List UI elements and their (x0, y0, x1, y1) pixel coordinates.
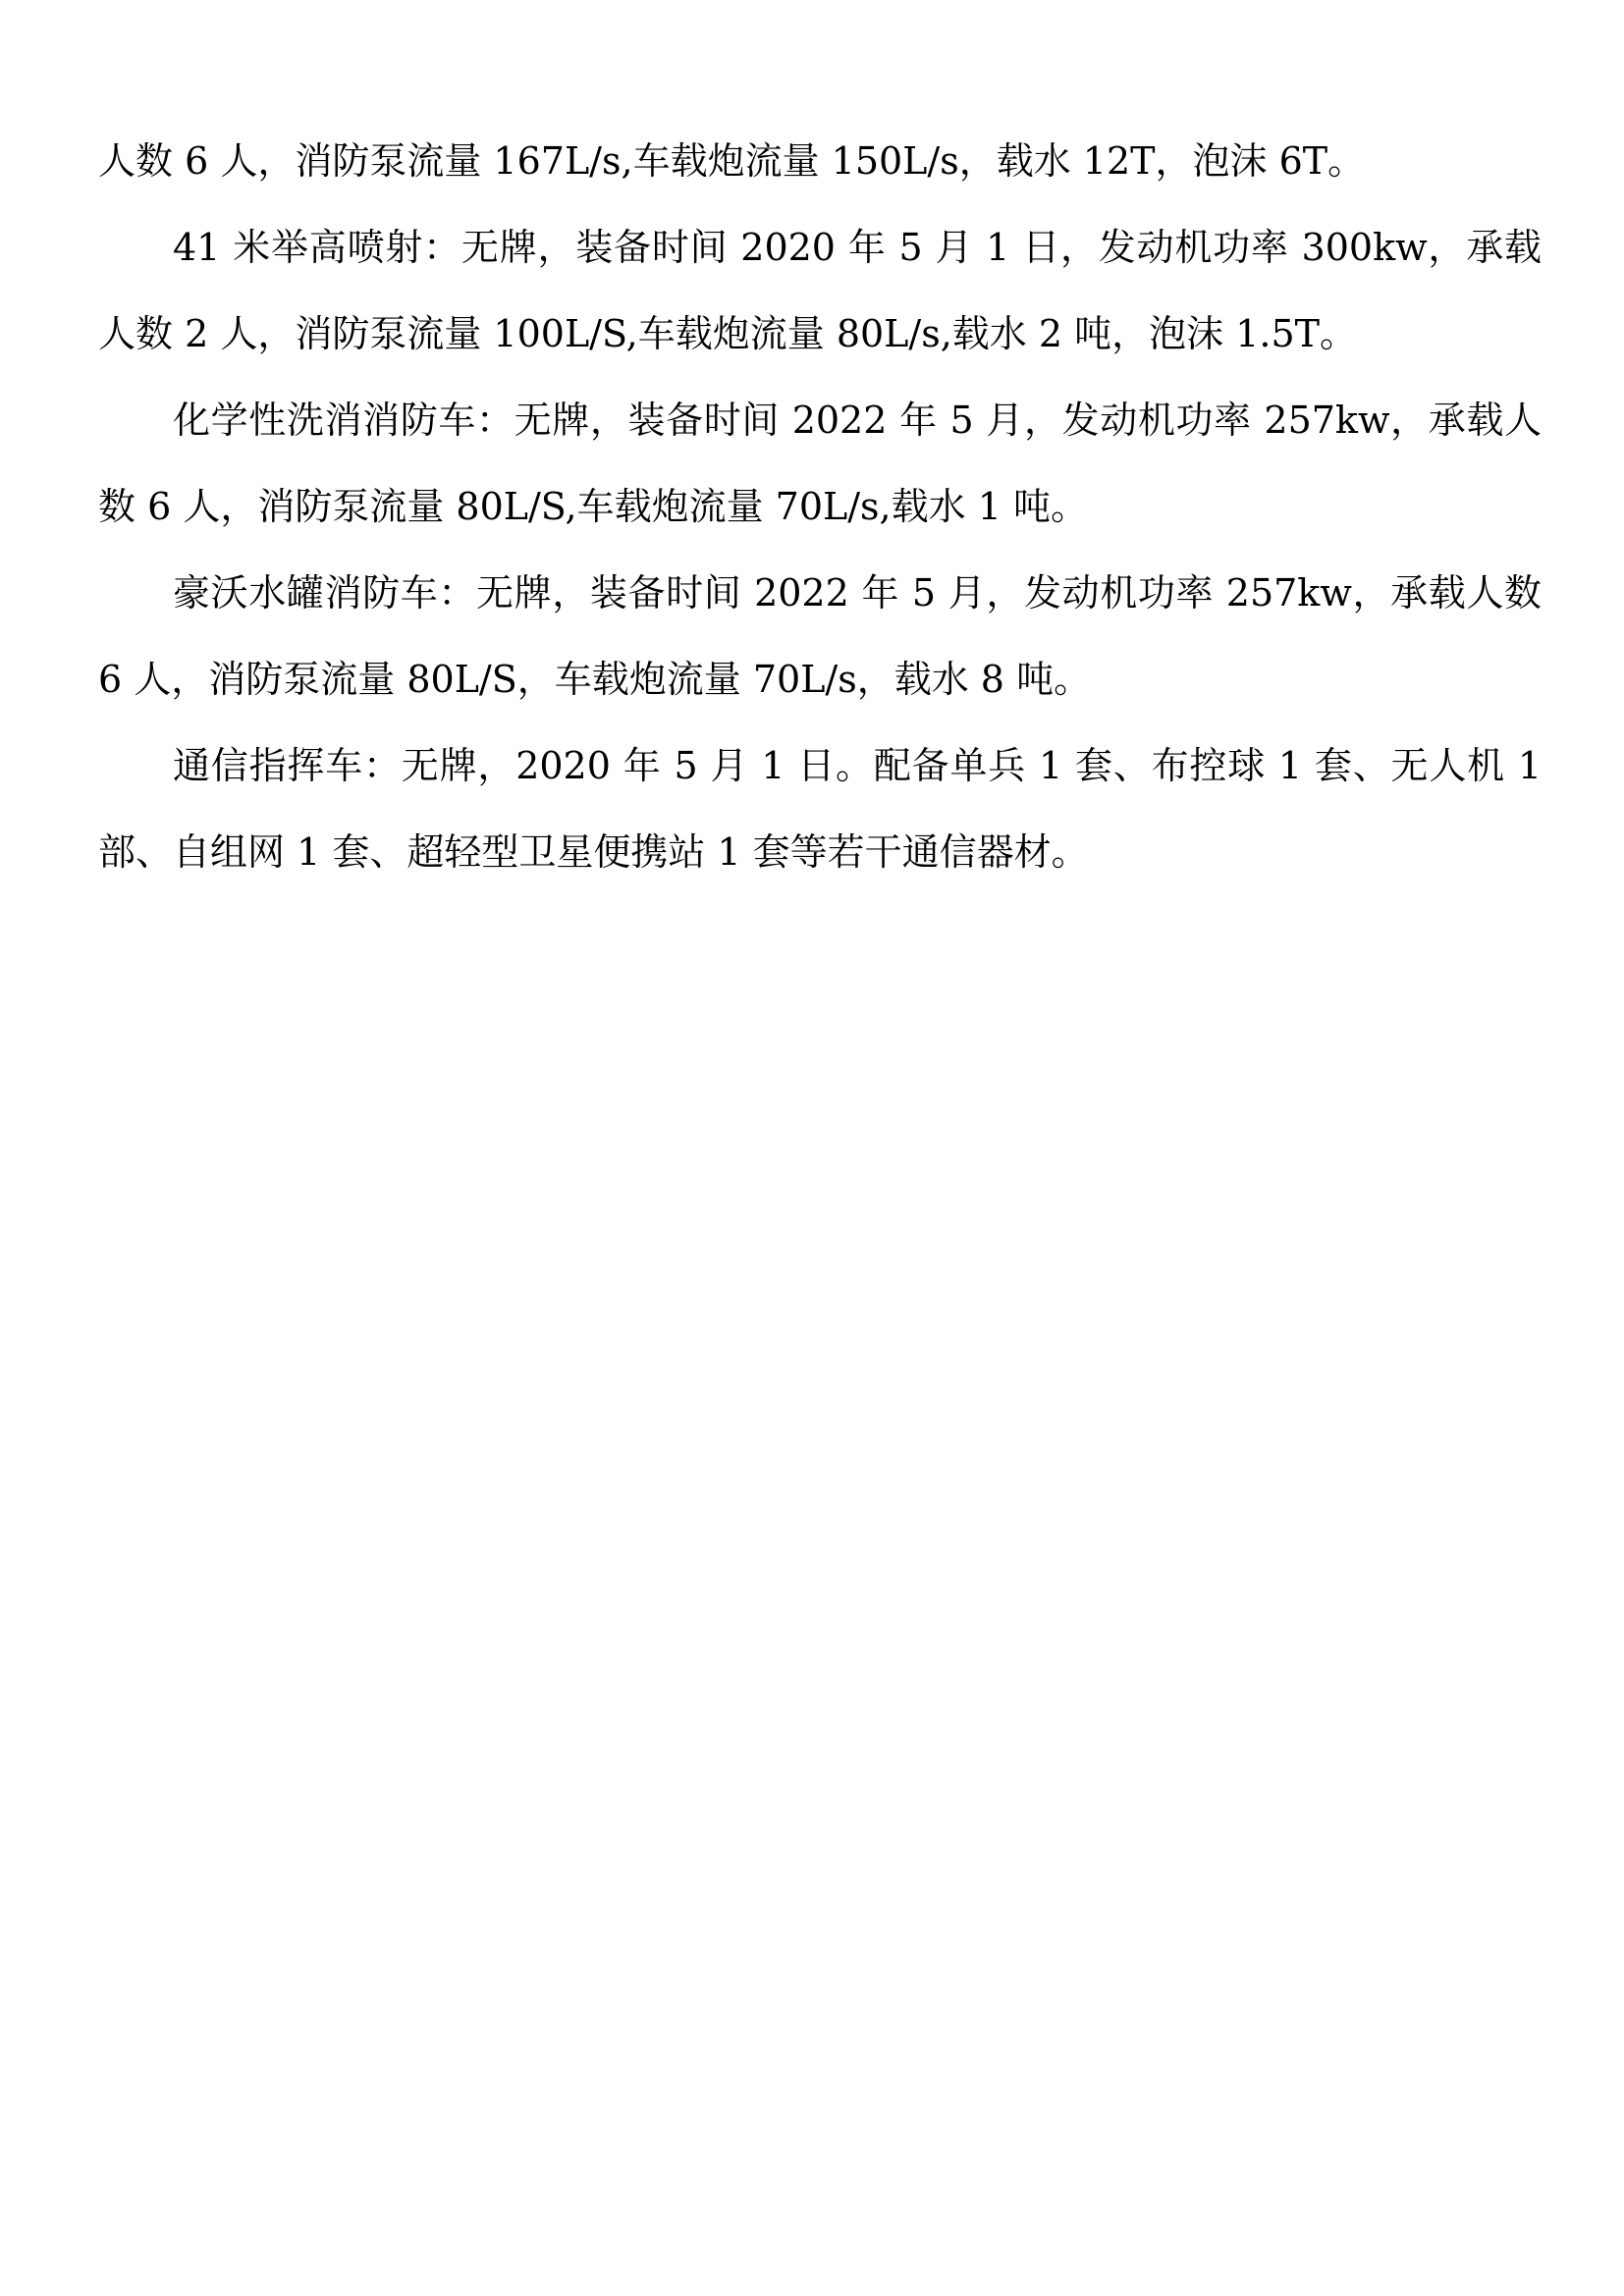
document-body (98, 118, 1542, 895)
paragraph-water-tanker: 豪沃水罐消防车：无牌，装备时间 2022 年 5 月，发动机功率 257kw，承载人数 6 人，消防泵流量 80L/S，车载炮流量 70L/s，载水 8 吨。 (98, 571, 1542, 701)
paragraph-continuation: 人数 6 人，消防泵流量 167L/s,车载炮流量 150L/s，载水 12T，泡沫 6T。 (98, 139, 1366, 183)
paragraph-aerial-platform: 41 米举高喷射：无牌，装备时间 2020 年 5 月 1 日，发动机功率 300kw，承载人数 2 人，消防泵流量 100L/S,车载炮流量 80L/s,载水 2 吨，泡沫 1.5T。 (98, 226, 1542, 355)
paragraph-command-vehicle: 通信指挥车：无牌，2020 年 5 月 1 日。配备单兵 1 套、布控球 1 套、无人机 1 部、自组网 1 套、超轻型卫星便携站 1 套等若干通信器材。 (98, 744, 1542, 874)
paragraph-chemical-decon-vehicle: 化学性洗消消防车：无牌，装备时间 2022 年 5 月，发动机功率 257kw，承载人数 6 人，消防泵流量 80L/S,车载炮流量 70L/s,载水 1 吨。 (98, 399, 1542, 528)
